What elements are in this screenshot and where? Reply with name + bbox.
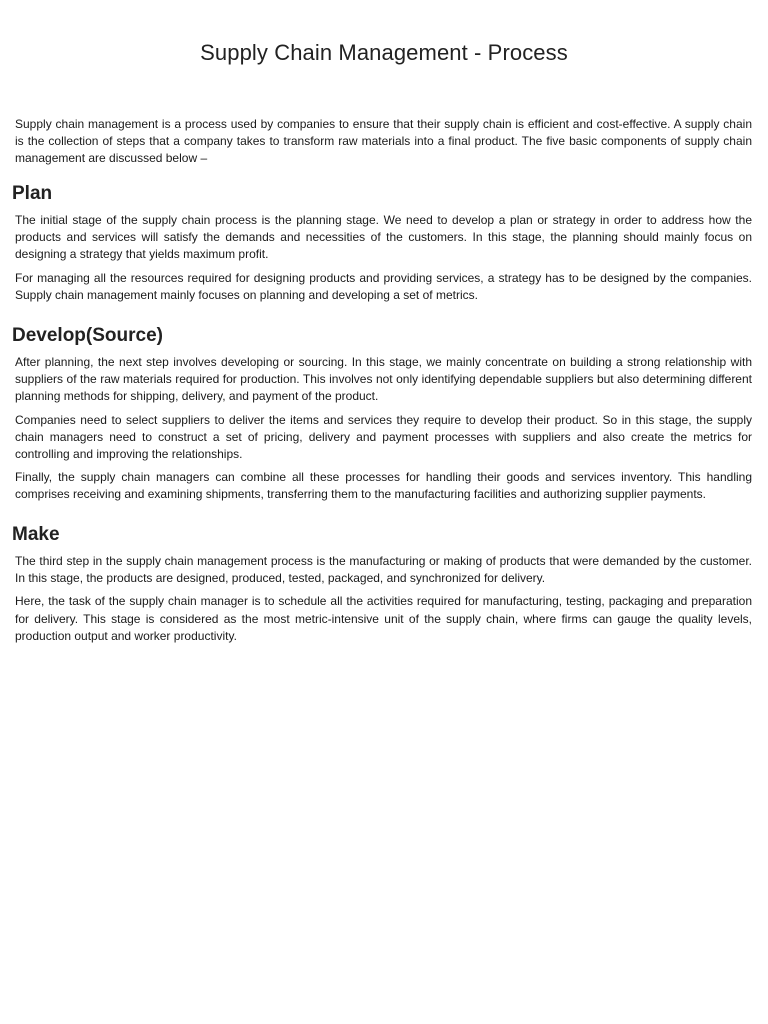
- paragraph: After planning, the next step involves developing or sourcing. In this stage, we mainly concentrate on building a strong relationship with suppliers of the raw materials required for production. This involves not only identifying dependable suppliers but also determining different planning methods for shipping, delivery, and payment of the product.: [15, 355, 752, 404]
- intro-paragraph: Supply chain management is a process used by companies to ensure that their supply chain is efficient and cost-effective. A supply chain is the collection of steps that a company takes to transform raw materials into a final product. The five basic components of supply chain management are discussed below –: [15, 117, 752, 166]
- section-heading-develop: Develop(Source): [12, 325, 163, 346]
- paragraph: Finally, the supply chain managers can combine all these processes for handling their goods and services inventory. This handling comprises receiving and examining shipments, transferring them to the manufacturing facilities and authorizing supplier payments.: [15, 470, 752, 502]
- paragraph: For managing all the resources required for designing products and providing services, a strategy has to be designed by the companies. Supply chain management mainly focuses on planning and developing a set of metrics.: [15, 270, 752, 302]
- section-heading-plan: Plan: [12, 183, 53, 204]
- section-plan: [12, 183, 752, 310]
- intro-section: [15, 116, 752, 168]
- page-title: Supply Chain Management - Process: [200, 40, 568, 65]
- section-heading-make: Make: [12, 524, 60, 545]
- paragraph: The third step in the supply chain management process is the manufacturing or making of products that were demanded by the customer. In this stage, the products are designed, produced, tested, packaged, and synchronized for delivery.: [15, 554, 752, 586]
- paragraph: Companies need to select suppliers to deliver the items and services they require to develop their product. So in this stage, the supply chain managers need to construct a set of pricing, delivery and payment processes with suppliers and also create the metrics for controlling and improving the relationships.: [15, 412, 752, 462]
- section-develop: [12, 325, 752, 510]
- paragraph: The initial stage of the supply chain process is the planning stage. We need to develop a plan or strategy in order to address how the products and services will satisfy the demands and necessities of the customers. In this stage, the planning should mainly focus on designing a strategy that yields maximum profit.: [15, 213, 752, 262]
- paragraph: Here, the task of the supply chain manager is to schedule all the activities required for manufacturing, testing, packaging and preparation for delivery. This stage is considered as the most metric-intensive unit of the supply chain, where firms can gauge the quality levels, production output and worker productivity.: [15, 594, 752, 643]
- section-make: [12, 524, 752, 651]
